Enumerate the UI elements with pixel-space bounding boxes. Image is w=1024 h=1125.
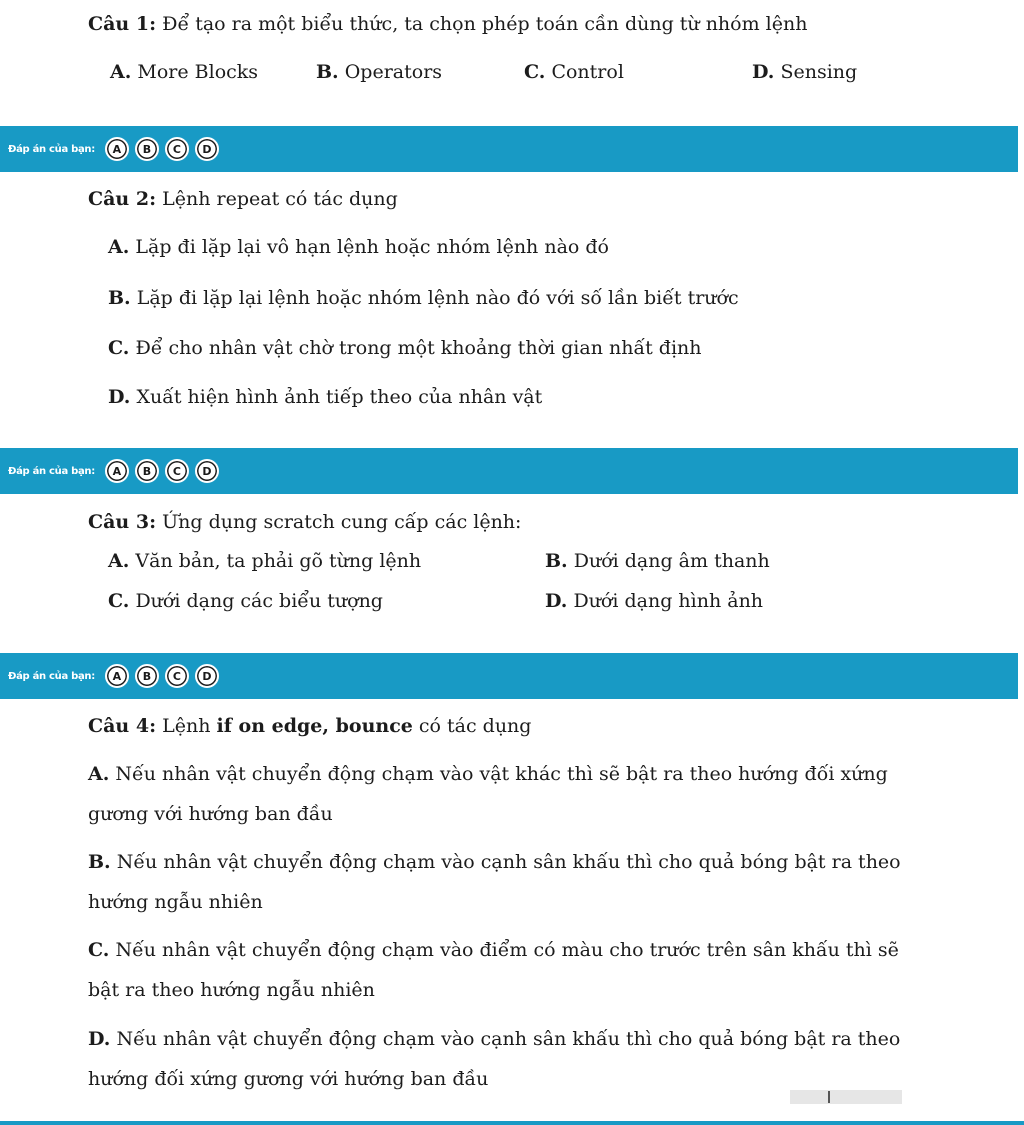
answer-bar-3 <box>0 653 1018 699</box>
answer-2-choice-d[interactable]: D <box>195 459 219 483</box>
answer-bar-2 <box>0 448 1018 494</box>
answer-label: Đáp án của bạn: <box>8 670 95 682</box>
question-3-option-a: A. Văn bản, ta phải gõ từng lệnh <box>108 550 422 572</box>
question-1-option-b: B. Operators <box>316 61 443 83</box>
answer-2-choice-b[interactable]: B <box>135 459 159 483</box>
question-1-option-d: D. Sensing <box>752 61 858 83</box>
question-4-option-a: A. Nếu nhân vật chuyển động chạm vào vật khác thì sẽ bật ra theo hướng đối xứng gương với hướng ban đầu <box>88 763 888 825</box>
question-4-title: Câu 4: Lệnh if on edge, bounce có tác dụng <box>88 715 532 737</box>
answer-bar-1 <box>0 126 1018 172</box>
question-2-option-c: C. Để cho nhân vật chờ trong một khoảng thời gian nhất định <box>108 337 702 359</box>
question-3-option-d: D. Dưới dạng hình ảnh <box>545 590 764 612</box>
question-2-title: Câu 2: Lệnh repeat có tác dụng <box>88 188 398 210</box>
answer-label: Đáp án của bạn: <box>8 143 95 155</box>
answer-2-choice-a[interactable]: A <box>105 459 129 483</box>
answer-label: Đáp án của bạn: <box>8 465 95 477</box>
answer-3-choice-a[interactable]: A <box>105 664 129 688</box>
answer-3-choice-d[interactable]: D <box>195 664 219 688</box>
question-3-option-c: C. Dưới dạng các biểu tượng <box>108 590 383 612</box>
question-4-option-b: B. Nếu nhân vật chuyển động chạm vào cạnh sân khấu thì cho quả bóng bật ra theo hướng ngẫu nhiên <box>88 851 901 913</box>
question-3-title: Câu 3: Ứng dụng scratch cung cấp các lệnh: <box>88 511 522 533</box>
question-3-option-b: B. Dưới dạng âm thanh <box>545 550 770 572</box>
scroll-tick <box>828 1091 830 1103</box>
question-1-title: Câu 1: Để tạo ra một biểu thức, ta chọn phép toán cần dùng từ nhóm lệnh <box>88 13 808 35</box>
question-4-option-d: D. Nếu nhân vật chuyển động chạm vào cạnh sân khấu thì cho quả bóng bật ra theo hướng đối xứng gương với hướng ban đầu <box>88 1028 901 1090</box>
scroll-indicator <box>790 1090 902 1104</box>
answer-3-choice-b[interactable]: B <box>135 664 159 688</box>
answer-1-choice-b[interactable]: B <box>135 137 159 161</box>
answer-1-choice-c[interactable]: C <box>165 137 189 161</box>
question-2-option-a: A. Lặp đi lặp lại vô hạn lệnh hoặc nhóm lệnh nào đó <box>108 236 609 258</box>
question-4-option-c: C. Nếu nhân vật chuyển động chạm vào điểm có màu cho trước trên sân khấu thì sẽ bật ra theo hướng ngẫu nhiên <box>88 939 899 1001</box>
bottom-divider <box>0 1121 1024 1125</box>
question-2-option-d: D. Xuất hiện hình ảnh tiếp theo của nhân vật <box>108 386 543 408</box>
question-1-option-a: A. More Blocks <box>110 61 259 83</box>
answer-1-choice-d[interactable]: D <box>195 137 219 161</box>
question-1-option-c: C. Control <box>524 61 624 83</box>
question-2-option-b: B. Lặp đi lặp lại lệnh hoặc nhóm lệnh nào đó với số lần biết trước <box>108 287 739 309</box>
answer-3-choice-c[interactable]: C <box>165 664 189 688</box>
answer-2-choice-c[interactable]: C <box>165 459 189 483</box>
answer-1-choice-a[interactable]: A <box>105 137 129 161</box>
